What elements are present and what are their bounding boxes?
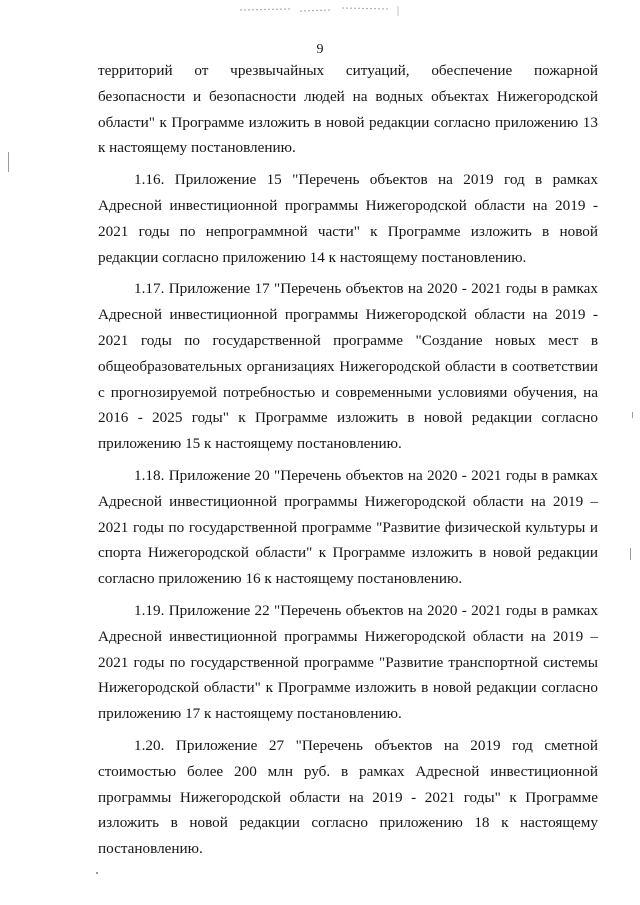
paragraph-1-18: 1.18. Приложение 20 "Перечень объектов на 2020 - 2021 годы в рамках Адресной инвестиционной программы Нижегородской области на 2019 – 2021 годы по государственной программе "Развитие физической культуры и спорта Нижегородской области" к Программе изложить в новой редакции согласно приложению 16 к настоящему постановлению. [98,466,598,588]
scan-artifact [230,4,410,18]
paragraph-1-17: 1.17. Приложение 17 "Перечень объектов на 2020 - 2021 годы в рамках Адресной инвестиционной программы Нижегородской области на 2019 - 2021 годы по государственной программе "Создание новых мест в общеобразовательных организациях Нижегородской области в соответствии с прогнозируемой потребностью и современными условиями обучения, на 2016 - 2025 годы" к Программе изложить в новой редакции согласно приложению 15 к настоящему постановлению. [98,280,598,453]
scan-mark-left [8,152,9,172]
paragraph-1-16: 1.16. Приложение 15 "Перечень объектов на 2019 год в рамках Адресной инвестиционной программы Нижегородской области на 2019 - 2021 годы по непрограммной части" к Программе изложить в новой редакции согласно приложению 14 к настоящему постановлению. [98,171,598,266]
document-body [98,58,598,862]
scan-mark-right [632,412,633,418]
scan-mark-bottom [96,872,98,874]
paragraph-1-20: 1.20. Приложение 27 "Перечень объектов на 2019 год сметной стоимостью более 200 млн руб. в рамках Адресной инвестиционной программы Нижегородской области на 2019 - 2021 годы" к Программе изложить в новой редакции согласно приложению 18 к настоящему постановлению. [98,736,598,858]
page-number: 9 [316,42,324,57]
paragraph-1-19: 1.19. Приложение 22 "Перечень объектов на 2020 - 2021 годы в рамках Адресной инвестиционной программы Нижегородской области на 2019 – 2021 годы по государственной программе "Развитие транспортной системы Нижегородской области" к Программе изложить в новой редакции согласно приложению 17 к настоящему постановлению. [98,601,598,723]
scan-mark-right [630,548,631,560]
paragraph-continuation: территорий от чрезвычайных ситуаций, обеспечение пожарной безопасности и безопасности людей на водных объектах Нижегородской области" к Программе изложить в новой редакции согласно приложению 13 к настоящему постановлению. [98,62,598,157]
